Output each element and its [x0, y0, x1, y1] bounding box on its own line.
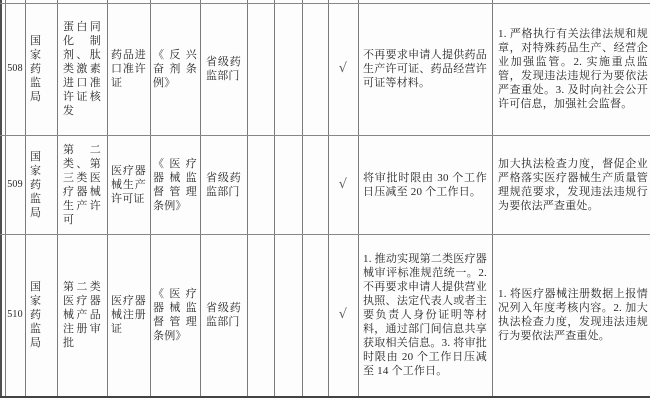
table-bottom-rule [0, 396, 650, 398]
reform-measures: 将审批时限由 30 个工作日压减至 20 个工作日。 [363, 171, 487, 198]
table-left-edge-line [0, 0, 2, 397]
seq-number-text: 508 [7, 63, 23, 74]
certificate-name: 医疗器械注册证 [111, 295, 146, 335]
seq-number-text: 509 [7, 178, 23, 190]
checkmark: √ [338, 307, 348, 322]
legal-basis: 《反兴奋剂条例》 [153, 49, 197, 89]
legal-basis: 《医疗器械监督管理条例》 [153, 157, 197, 212]
implementing-department: 省级药监部门 [206, 171, 241, 198]
checkmark: √ [338, 176, 348, 192]
supervision-measures: 加大执法检查力度，督促企业严格落实医疗器械生产质量管理规范要求，发现违法违规行为要依法严查重处。 [498, 157, 648, 212]
certificate-name: 医疗器械生产许可证 [111, 164, 146, 205]
issuing-authority: 国家药监局 [30, 150, 42, 219]
reform-measures: 1. 推动实现第二类医疗器械审评标准规范统一。2. 不再要求申请人提供营业执照、法定代表人或者主要负责人身份证明等材料，通过部门间信息共享获取相关信息。3. 将审批时限由 20 个工作日压减至 14 个工作日。 [363, 253, 487, 377]
reform-measures: 不再要求申请人提供药品生产许可证、药品经营许可证等材料。 [363, 49, 487, 89]
supervision-measures: 1. 将医疗器械注册数据上报情况列入年度考核内容。2. 加大执法检查力度，发现违法违规行为要依法严查重处。 [498, 288, 648, 342]
certificate-name: 药品进口准许证 [111, 49, 146, 89]
issuing-authority: 国家药监局 [30, 281, 42, 349]
column-divider [247, 0, 248, 396]
implementing-department: 省级药监部门 [206, 56, 241, 82]
column-divider [302, 0, 303, 396]
seq-number-text: 510 [7, 309, 23, 320]
license-item-name: 蛋白同化制剂、肽类激素进口准许证核发 [63, 21, 101, 117]
license-item-name: 第二类、第三类医疗器械生产许可 [63, 143, 101, 226]
checkmark: √ [338, 61, 348, 76]
legal-basis: 《医疗器械监督管理条例》 [153, 288, 197, 342]
license-item-name: 第二类医疗器械产品注册审批 [63, 281, 101, 349]
seq-number [5, 3, 25, 135]
seq-number [5, 234, 25, 396]
column-divider [274, 0, 275, 396]
seq-number [5, 135, 25, 234]
implementing-department: 省级药监部门 [206, 302, 241, 328]
supervision-measures: 1. 严格执行有关法律法规和规章，对特殊药品生产、经营企业加强监管。2. 实施重点监管，发现违法违规行为要依法严查重处。3. 及时向社会公开许可信息，加强社会监督。 [498, 28, 648, 110]
issuing-authority: 国家药监局 [30, 35, 42, 103]
